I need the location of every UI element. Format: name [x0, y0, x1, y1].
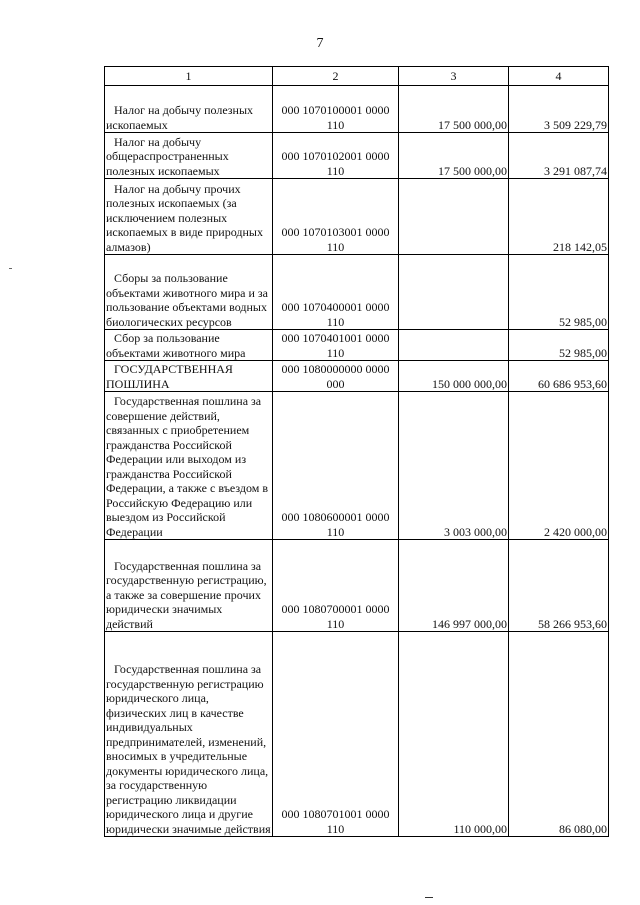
- row-plan: [399, 330, 509, 361]
- row-name: Сбор за пользование объектами животного мира: [105, 330, 273, 361]
- table-row: [105, 179, 609, 255]
- table-row: [105, 86, 609, 133]
- row-plan: 150 000 000,00: [399, 361, 509, 392]
- table-row: [105, 392, 609, 540]
- header-row: [105, 67, 609, 86]
- column-header: 4: [509, 67, 609, 86]
- row-name: Налог на добычу общераспространенных полезных ископаемых: [105, 133, 273, 179]
- row-plan: 146 997 000,00: [399, 540, 509, 632]
- table-row: [105, 540, 609, 632]
- row-name: Сборы за пользование объектами животного мира и за пользование объектами водных биологических ресурсов: [105, 255, 273, 330]
- row-plan: 3 003 000,00: [399, 392, 509, 540]
- row-fact: 3 509 229,79: [509, 86, 609, 133]
- row-code: 000 1080600001 0000 110: [273, 392, 399, 540]
- row-code: 000 1070400001 0000 110: [273, 255, 399, 330]
- row-plan: [399, 179, 509, 255]
- row-code: 000 1070102001 0000 110: [273, 133, 399, 179]
- row-code: 000 1070103001 0000 110: [273, 179, 399, 255]
- row-code: 000 1080701001 0000 110: [273, 632, 399, 837]
- table-row: [105, 330, 609, 361]
- row-code: 000 1070100001 0000 110: [273, 86, 399, 133]
- page-number: 7: [316, 36, 324, 51]
- row-name: Государственная пошлина за совершение действий, связанных с приобретением гражданства Российской Федерации или выходом из гражданства Российской Федерации, а также с въездом в Российскую Федерацию или выездом из Российской Федерации: [105, 392, 273, 540]
- scan-dash: [425, 897, 433, 898]
- table-row: [105, 255, 609, 330]
- budget-table: [104, 66, 609, 837]
- row-plan: 17 500 000,00: [399, 133, 509, 179]
- table-row: [105, 133, 609, 179]
- table-row: [105, 361, 609, 392]
- row-name: Государственная пошлина за государственную регистрацию юридического лица, физических лиц в качестве индивидуальных предпринимателей, изменений, вносимых в учредительные документы юридического лица, за государственную регистрацию ликвидации юридического лица и другие юридически значимые действия: [105, 632, 273, 837]
- row-name: ГОСУДАРСТВЕННАЯ ПОШЛИНА: [105, 361, 273, 392]
- column-header: 1: [105, 67, 273, 86]
- row-fact: 52 985,00: [509, 330, 609, 361]
- row-fact: 86 080,00: [509, 632, 609, 837]
- row-name: Налог на добычу полезных ископаемых: [105, 86, 273, 133]
- column-header: 2: [273, 67, 399, 86]
- scan-speck: [9, 268, 12, 269]
- table-row: [105, 632, 609, 837]
- row-code: 000 1080700001 0000 110: [273, 540, 399, 632]
- row-fact: 3 291 087,74: [509, 133, 609, 179]
- row-code: 000 1070401001 0000 110: [273, 330, 399, 361]
- row-fact: 58 266 953,60: [509, 540, 609, 632]
- row-plan: [399, 255, 509, 330]
- row-fact: 52 985,00: [509, 255, 609, 330]
- row-plan: 110 000,00: [399, 632, 509, 837]
- row-fact: 60 686 953,60: [509, 361, 609, 392]
- row-fact: 218 142,05: [509, 179, 609, 255]
- column-header: 3: [399, 67, 509, 86]
- row-plan: 17 500 000,00: [399, 86, 509, 133]
- row-code: 000 1080000000 0000 000: [273, 361, 399, 392]
- row-name: Государственная пошлина за государственную регистрацию, а также за совершение прочих юридически значимых действий: [105, 540, 273, 632]
- row-name: Налог на добычу прочих полезных ископаемых (за исключением полезных ископаемых в виде природных алмазов): [105, 179, 273, 255]
- row-fact: 2 420 000,00: [509, 392, 609, 540]
